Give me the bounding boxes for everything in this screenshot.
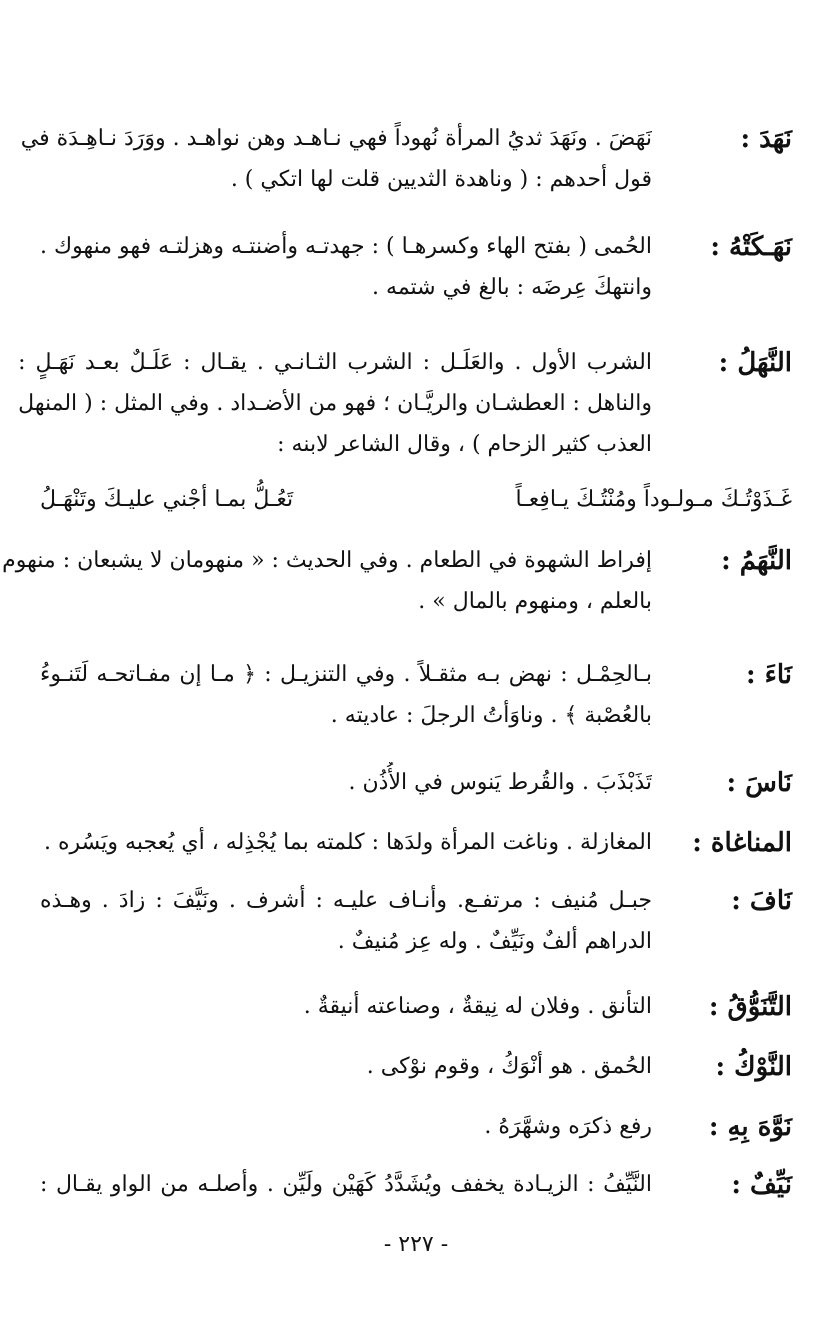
definition-line: إفراط الشهوة في الطعام . وفي الحديث : « منهومان لا يشبعان : منهوم xyxy=(2,548,652,573)
definition-line: رفع ذكرَه وشهَّرَهُ . xyxy=(484,1114,652,1139)
entry-headword: النَّهَمُ : xyxy=(721,546,792,576)
definition-line: والناهل : العطشـان والريَّـان ؛ فهو من الأضـداد . وفي المثل : ( المنهل xyxy=(18,391,652,416)
entry-headword: نَاسَ : xyxy=(726,768,792,798)
definition-line: النَّيِّفُ : الزيـادة يخفف ويُشَدَّدُ كَهَيْن ولَيِّن . وأصلـه من الواو يقـال : xyxy=(40,1172,652,1197)
entry-headword: نَهَـكَتْهُ : xyxy=(710,232,792,262)
entry-headword: نَيِّفٌ : xyxy=(731,1170,792,1200)
entry-annawk xyxy=(40,1046,792,1088)
entry-annahal xyxy=(18,342,792,465)
entry-headword: نَوَّهَ بِهِ : xyxy=(708,1112,792,1142)
definition-line: بالعلم ، ومنهوم بالمال » . xyxy=(418,589,652,614)
definition-line: وانتهكَ عِرضَه : بالغ في شتمه . xyxy=(372,275,652,300)
definition-line: قول أحدهم : ( وناهدة الثديين قلت لها اتكي ) . xyxy=(230,167,652,192)
definition-line: بـالحِمْـل : نهض بـه مثقـلاً . وفي التنزيـل : ﴿ مـا إن مفـاتحـه لَتَنـوءُ xyxy=(40,662,652,687)
entry-definition xyxy=(21,118,652,200)
entry-definition xyxy=(40,1106,652,1147)
entry-definition xyxy=(40,762,652,803)
definition-line: الحُمق . هو أنْوَكُ ، وقوم نوْكى . xyxy=(366,1054,652,1079)
entry-definition xyxy=(18,342,652,465)
entry-headword: نَهَدَ : xyxy=(740,124,792,154)
entry-headword: النَّوْكُ : xyxy=(715,1052,792,1082)
definition-line: بالعُصْبة ﴾ . وناوَأتُ الرجلَ : عاديته . xyxy=(330,703,652,728)
entry-definition xyxy=(2,540,652,622)
definition-line: تَذَبْذَبَ . والقُرط يَنوس في الأُذُن . xyxy=(348,770,652,795)
entry-definition xyxy=(40,654,652,736)
entry-definition xyxy=(40,986,652,1027)
entry-definition xyxy=(40,226,652,308)
entry-almunaghah xyxy=(40,822,792,864)
entry-headword: التَّنَوُّقُ : xyxy=(708,992,792,1022)
entry-nahakathu xyxy=(40,226,792,308)
definition-line: العذب كثير الزحام ) ، وقال الشاعر لابنه : xyxy=(277,432,652,457)
entry-naafa xyxy=(40,880,792,962)
definition-line: نَهَضَ . ونَهَدَ ثديُ المرأة نُهوداً فهي نـاهـد وهن نواهـد . ووَرَدَ نـاهِـدَة في xyxy=(20,126,652,151)
entry-headword: نَاءَ : xyxy=(745,660,792,690)
entry-headword: النَّهَلُ : xyxy=(718,348,792,378)
entry-nayyif xyxy=(40,1164,792,1206)
definition-line: الشرب الأول . والعَلَـل : الشرب الثـانـي . يقـال : عَلَـلٌ بعـد نَهَـلٍ : xyxy=(18,350,652,375)
entry-definition xyxy=(40,880,652,962)
entry-definition xyxy=(40,1164,652,1205)
poetry-verse xyxy=(40,481,792,519)
page-number: - ٢٢٧ - xyxy=(383,1232,449,1257)
definition-line: الدراهم ألفٌ ونَيِّفٌ . وله عِز مُنيفٌ . xyxy=(337,929,652,954)
entry-definition xyxy=(40,822,652,863)
verse-second-hemistich: تَعُـلُّ بمـا أجْني عليـكَ وتَنْهَـلُ xyxy=(40,487,294,512)
entry-headword: نَافَ : xyxy=(731,886,792,916)
entry-naa xyxy=(40,654,792,736)
entry-definition xyxy=(40,1046,652,1087)
entry-naasa xyxy=(40,762,792,804)
verse-first-hemistich: غَـذَوْتُـكَ مـولـوداً ومُنْتُـكَ يـافِعـاً xyxy=(515,487,792,512)
entry-nahada xyxy=(20,118,792,200)
entry-annaham xyxy=(2,540,792,622)
definition-line: المغازلة . وناغت المرأة ولدَها : كلمته بما يُجْذِله ، أي يُعجبه ويَسُره . xyxy=(44,830,652,855)
definition-line: جبـل مُنيف : مرتفـع. وأنـاف عليـه : أشرف . ونَيَّفَ : زادَ . وهـذه xyxy=(40,888,652,913)
entry-attanawwuq xyxy=(40,986,792,1028)
entry-headword: المناغاة : xyxy=(692,828,792,858)
definition-line: الحُمى ( بفتح الهاء وكسرهـا ) : جهدتـه وأضنتـه وهزلتـه فهو منهوك . xyxy=(40,234,652,259)
entry-nawwaha-bihi xyxy=(40,1106,792,1148)
definition-line: التأنق . وفلان له نِيقةٌ ، وصناعته أنيقةٌ . xyxy=(303,994,652,1019)
